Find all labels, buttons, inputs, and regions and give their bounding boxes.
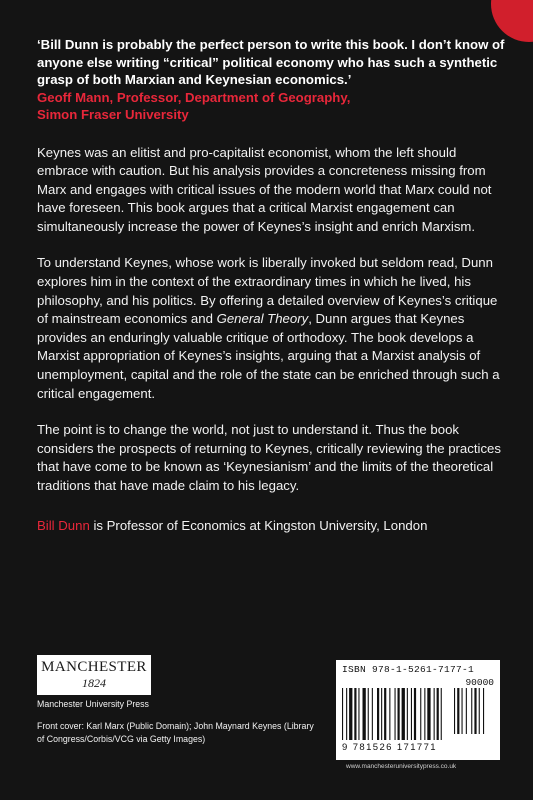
publisher-name: Manchester University Press bbox=[37, 699, 149, 709]
author-bio-text: is Professor of Economics at Kingston University, London bbox=[89, 517, 428, 533]
blurb-paragraph-2-start: To understand Keynes, whose work is liberally invoked but seldom read, Dunn explores him in the context of the extraordinary times in which he lived, his philosophy, and his politics. By offering a detailed overview of Keynes’s critique of mainstream economics and bbox=[37, 255, 498, 327]
endorser-name-title: Geoff Mann, Professor, Department of Geography, bbox=[37, 89, 351, 105]
publisher-logo-year: 1824 bbox=[82, 676, 106, 690]
blurb-paragraph-2 bbox=[37, 254, 505, 403]
endorser-institution: Simon Fraser University bbox=[37, 107, 189, 122]
isbn-number: ISBN 978-1-5261-7177-1 bbox=[342, 664, 475, 675]
cover-credits: Front cover: Karl Marx (Public Domain); John Maynard Keynes (Library of Congress/Corbis/VCG via Getty Images) bbox=[37, 721, 314, 744]
barcode-digits: 9 781526 171771 bbox=[342, 742, 437, 753]
author-bio bbox=[37, 517, 505, 535]
blurb-paragraph-1: Keynes was an elitist and pro-capitalist economist, whom the left should embrace with caution. But his analysis provides a concreteness missing from Marx and engages with critical issues of the modern world that Marx could not have foreseen. This book argues that a critical Marxist engagement can simultaneously increase the power of Keynes’s insight and enrich Marxism. bbox=[37, 144, 492, 234]
publisher-logo bbox=[37, 655, 151, 695]
barcode-panel bbox=[336, 660, 500, 760]
endorsement-attribution bbox=[37, 89, 505, 124]
barcode-bars bbox=[342, 688, 494, 742]
endorsement-quote: ‘Bill Dunn is probably the perfect person to write this book. I don’t know of anyone else writing “critical” political economy who has such a synthetic grasp of both Marxian and Keynesian economics.’ bbox=[37, 37, 505, 87]
book-title-italic: General Theory bbox=[216, 311, 309, 327]
blurb-paragraph-2-end: , Dunn argues that Keynes provides an enduringly valuable critique of orthodoxy. The book develops a Marxist appropriation of Keynes’s insights, arguing that a Marxist analysis of unemployment, capital and the role of the state can be enriched through such a critical engagement. bbox=[37, 311, 500, 401]
blurb-paragraph-3: The point is to change the world, not just to understand it. Thus the book considers the prospects of returning to Keynes, critically reviewing the practices that have come to be known as ‘Keynesianism’ and the limits of the theoretical traditions that have made claim to his legacy. bbox=[37, 422, 501, 493]
publisher-logo-name: MANCHESTER bbox=[41, 659, 147, 675]
price-code: 90000 bbox=[465, 677, 494, 688]
author-name: Bill Dunn bbox=[37, 517, 90, 533]
back-cover-text bbox=[37, 36, 505, 535]
publisher-website: www.manchesteruniversitypress.co.uk bbox=[346, 763, 457, 770]
